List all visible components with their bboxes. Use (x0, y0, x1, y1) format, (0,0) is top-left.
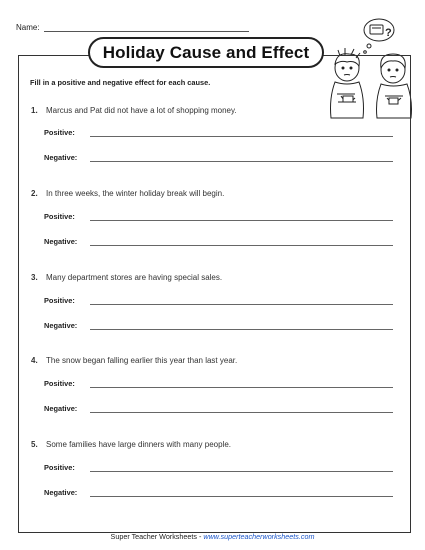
negative-label: Negative: (44, 404, 78, 413)
positive-label: Positive: (44, 379, 75, 388)
negative-answer-row (44, 404, 393, 413)
question-text: In three weeks, the winter holiday break will begin. (46, 189, 225, 198)
positive-answer-row (44, 128, 393, 137)
question (31, 106, 237, 115)
negative-answer-line[interactable] (90, 153, 393, 162)
negative-answer-row (44, 153, 393, 162)
footer-brand: Super Teacher Worksheets (110, 532, 197, 541)
negative-answer-row (44, 488, 393, 497)
positive-answer-line[interactable] (90, 463, 393, 472)
positive-answer-line[interactable] (90, 296, 393, 305)
question-number: 3. (31, 273, 38, 282)
instructions: Fill in a positive and negative effect for each cause. (30, 78, 211, 87)
question-number: 2. (31, 189, 38, 198)
question-number: 5. (31, 440, 38, 449)
question-text: The snow began falling earlier this year than last year. (46, 356, 238, 365)
name-input-line[interactable] (44, 22, 249, 32)
positive-answer-row (44, 296, 393, 305)
negative-answer-line[interactable] (90, 321, 393, 330)
question (31, 440, 231, 449)
page-title: Holiday Cause and Effect (88, 37, 324, 68)
question-text: Many department stores are having special sales. (46, 273, 223, 282)
positive-label: Positive: (44, 128, 75, 137)
question-number: 4. (31, 356, 38, 365)
question (31, 273, 222, 282)
negative-answer-row (44, 321, 393, 330)
positive-answer-row (44, 463, 393, 472)
negative-label: Negative: (44, 237, 78, 246)
negative-answer-line[interactable] (90, 488, 393, 497)
question (31, 356, 237, 365)
footer-separator: - (196, 532, 204, 541)
positive-answer-line[interactable] (90, 212, 393, 221)
negative-label: Negative: (44, 153, 78, 162)
positive-answer-line[interactable] (90, 379, 393, 388)
negative-label: Negative: (44, 321, 78, 330)
positive-label: Positive: (44, 463, 75, 472)
negative-answer-line[interactable] (90, 237, 393, 246)
positive-answer-line[interactable] (90, 128, 393, 137)
svg-text:?: ? (385, 27, 392, 39)
positive-answer-row (44, 379, 393, 388)
question-text: Marcus and Pat did not have a lot of shopping money. (46, 106, 237, 115)
positive-answer-row (44, 212, 393, 221)
negative-answer-line[interactable] (90, 404, 393, 413)
question-number: 1. (31, 106, 38, 115)
negative-label: Negative: (44, 488, 78, 497)
question (31, 189, 224, 198)
positive-label: Positive: (44, 212, 75, 221)
name-label: Name: (16, 23, 40, 32)
footer (0, 532, 425, 541)
footer-url-link[interactable]: www.superteacherworksheets.com (203, 532, 315, 541)
worksheet-frame (18, 55, 411, 533)
positive-label: Positive: (44, 296, 75, 305)
name-field-row (16, 22, 249, 32)
question-text: Some families have large dinners with many people. (46, 440, 231, 449)
negative-answer-row (44, 237, 393, 246)
